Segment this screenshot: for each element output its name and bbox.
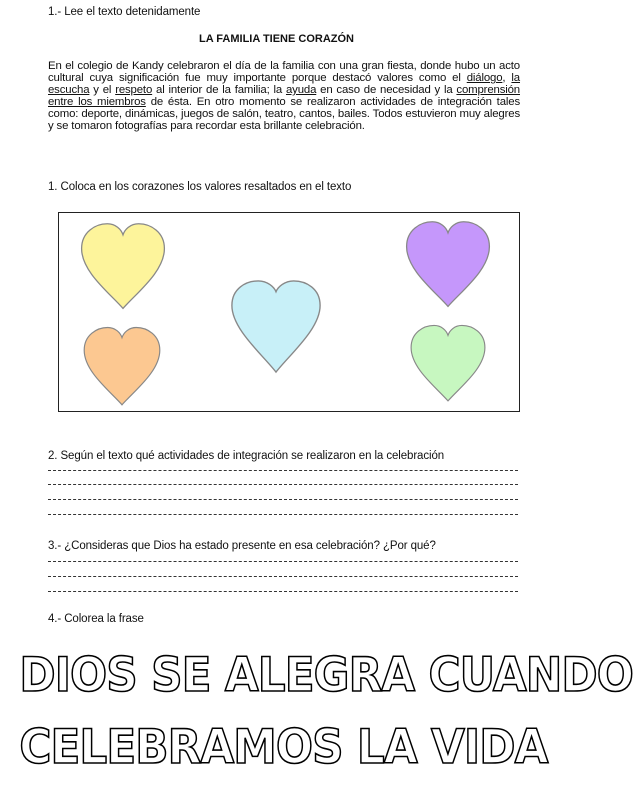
heart-shape — [411, 325, 485, 400]
value-escucha: la escucha — [48, 72, 520, 97]
heart-cyan[interactable] — [227, 277, 325, 377]
story-title: LA FAMILIA TIENE CORAZÓN — [198, 33, 354, 45]
coloring-phrase-line-1[interactable]: DIOS SE ALEGRA CUANDO — [19, 648, 633, 703]
value-comprension: comprensión entre los miembros — [48, 84, 520, 109]
answer-line[interactable] — [48, 514, 518, 515]
heart-shape — [84, 328, 160, 405]
paragraph-text: al interior de la familia; la — [152, 84, 286, 97]
heart-green[interactable] — [397, 323, 499, 405]
heart-purple[interactable] — [397, 219, 499, 311]
paragraph-text: y el — [89, 84, 116, 97]
question-god-present: 3.- ¿Consideras que Dios ha estado presente en esa celebración? ¿Por qué? — [48, 540, 436, 552]
answer-line[interactable] — [48, 576, 518, 577]
heart-shape — [82, 224, 165, 309]
value-dialogo: diálogo — [466, 72, 503, 85]
answer-line[interactable] — [48, 470, 518, 471]
story-paragraph — [48, 60, 520, 133]
answer-line[interactable] — [48, 484, 518, 485]
value-ayuda: ayuda — [285, 84, 317, 97]
heart-orange[interactable] — [79, 325, 165, 409]
heart-shape — [232, 281, 320, 372]
heart-yellow[interactable] — [77, 221, 169, 313]
hearts-box — [58, 212, 520, 412]
answer-line[interactable] — [48, 499, 518, 500]
paragraph-text: de ésta. En otro momento se realizaron actividades de integración tales como: deporte, dinámicas, juegos de salón, teatro, cantos, bailes. Todos estuvieron muy alegres y se tomaron fotografías para recordar esta brillante celebración. — [48, 96, 520, 133]
heart-shape — [407, 222, 490, 307]
question-hearts: 1. Coloca en los corazones los valores resaltados en el texto — [48, 181, 352, 193]
question-activities: 2. Según el texto qué actividades de integración se realizaron en la celebración — [48, 450, 445, 462]
value-respeto: respeto — [115, 84, 153, 97]
paragraph-text: En el colegio de Kandy celebraron el día de la familia con una gran fiesta, donde hubo un acto cultural cuya significación fue muy importante porque destacó valores como el — [48, 60, 520, 85]
answer-line[interactable] — [48, 591, 518, 592]
paragraph-text: en caso de necesidad y la — [316, 84, 457, 97]
paragraph-text: , — [502, 72, 512, 85]
instruction-read: 1.- Lee el texto detenidamente — [48, 6, 201, 18]
coloring-phrase-line-2[interactable]: CELEBRAMOS LA VIDA — [19, 720, 548, 775]
answer-line[interactable] — [48, 561, 518, 562]
question-color-phrase: 4.- Colorea la frase — [48, 613, 144, 625]
